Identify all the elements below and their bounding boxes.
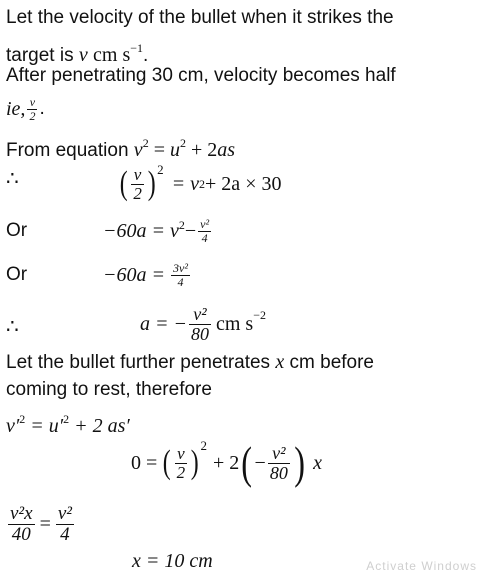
or-label-2 [6,264,27,286]
coming-to-rest-text: coming to rest, therefore [6,379,212,400]
paren-right-large: ) [294,437,305,488]
fraction-v-over-2 [175,445,188,482]
fraction-v2-over-80 [268,444,290,483]
lhs-text: a = − [140,312,187,335]
frac-num: v [29,94,36,109]
exponent: 2 [200,438,207,453]
ie-text: ie, [6,98,26,120]
fraction-3v2-over-4 [171,262,190,288]
fraction-v2x-over-40 [8,504,35,545]
period: . [143,45,149,66]
frac-den: 2 [133,183,142,203]
frac-den: 2 [29,108,36,123]
unit-text: cm s [216,312,254,335]
frac-num: 3v² [173,260,188,275]
frac-num: v² [57,502,72,524]
activation-watermark: Activate Windows [366,559,477,573]
frac-num: v [177,443,185,463]
frac-den: 40 [11,523,31,545]
fraction-v2-over-4 [56,504,74,545]
frac-num: v² [200,216,210,231]
therefore: ∴ [6,168,19,190]
final-answer [132,550,213,573]
further-text: Let the bullet further penetrates [6,352,271,373]
frac-den: 2 [176,462,186,482]
plus-two: + 2 [185,139,218,161]
as-prime: + 2 as′ [69,415,130,437]
equation-label: From equation [6,140,129,161]
lhs-text: −60a = v [103,219,179,242]
penetrating-text: After penetrating 30 cm, velocity becomes half [6,65,396,86]
equation-8 [6,496,76,552]
text-line-6 [6,378,212,402]
rhs-tail: + 2a × 30 [205,172,282,195]
exponent: 2 [142,136,149,150]
frac-num: v [133,164,142,184]
fraction-v2-over-80 [189,305,211,344]
var-x: x [275,351,285,373]
unit-text: cm s [93,44,131,66]
frac-den: 80 [191,323,209,344]
equation-4 [103,253,192,297]
exponent: 2 [178,218,185,232]
exponent: 2 [199,176,206,191]
or-text: Or [6,264,28,285]
paren-left: ( [162,444,171,481]
rhs-text: = v [171,172,200,195]
equals: = [148,139,170,161]
frac-num: v² [272,442,286,463]
equation-5 [140,296,266,352]
equation-2 [118,160,281,208]
therefore-symbol-1 [6,166,19,191]
or-label-1 [6,220,27,242]
paren-right: ) [147,165,156,202]
unit-exponent: −1 [130,41,144,55]
minus: − [184,219,197,242]
frac-den: 80 [269,462,288,483]
frac-num: v²x [10,502,33,524]
u-prime: = u′ [25,415,64,437]
var-u: u [169,139,180,161]
var-x: x [313,451,323,474]
v-prime: v′ [6,415,20,437]
target-text: target is [6,45,74,66]
intro-text: Let the velocity of the bullet when it strikes the [6,7,394,28]
answer-text: x = 10 cm [132,550,213,572]
paren-left: ( [119,165,128,202]
fraction-v-over-2 [131,166,144,203]
text-line-5 [6,350,374,375]
fraction-v2-over-4 [198,218,211,244]
var-as: as [217,139,236,161]
var-v: v [78,44,88,66]
fraction-v-over-2 [27,96,37,122]
before-text: cm before [289,352,374,373]
period: . [39,98,45,119]
minus: − [254,451,266,474]
therefore-symbol-2 [6,314,19,339]
unit-exponent: −2 [253,308,266,322]
exponent: 2 [157,162,164,177]
equation-6 [6,407,130,438]
frac-den: 4 [60,523,70,545]
plus-two: + 2 [212,451,240,474]
text-line-1 [6,6,394,30]
exponent: 2 [63,412,70,426]
or-text: Or [6,220,28,241]
exponent: 2 [179,136,186,150]
equals: = [39,512,51,535]
equation-3 [103,208,213,254]
equation-kinematic [6,131,235,163]
exponent: 2 [19,412,26,426]
frac-den: 4 [201,230,208,245]
therefore: ∴ [6,316,19,338]
paren-left-large: ( [241,437,253,488]
text-line-4 [6,92,45,126]
paren-right: ) [190,444,199,481]
lhs-text: 0 = [131,451,158,474]
lhs-text: −60a = [103,263,165,286]
text-line-3 [6,64,396,88]
var-v: v [133,139,143,161]
frac-den: 4 [177,274,184,289]
equation-7 [131,432,322,494]
frac-num: v² [193,303,207,324]
